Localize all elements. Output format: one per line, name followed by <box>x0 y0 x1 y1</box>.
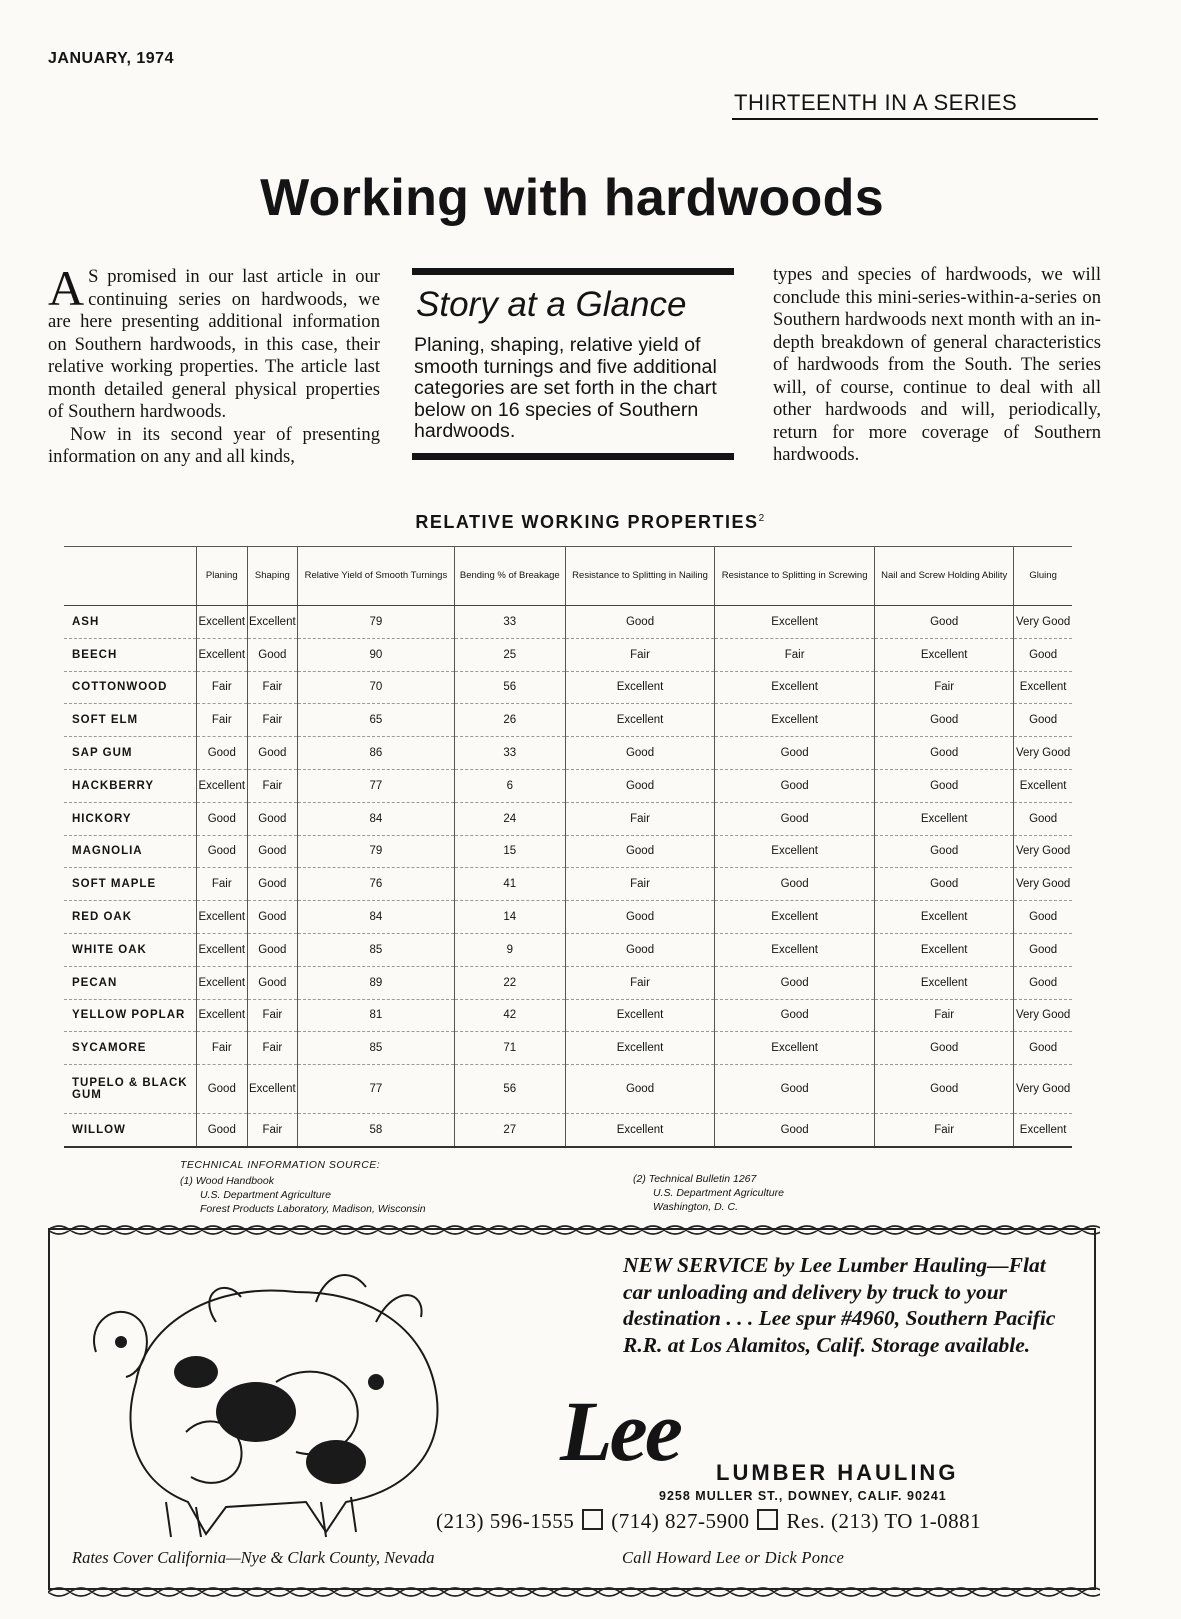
column-header: Nail and Screw Holding Ability <box>875 547 1014 606</box>
table-cell: Fair <box>875 1114 1014 1147</box>
glance-bottom-rule <box>412 453 734 460</box>
table-cell: 77 <box>298 1065 455 1114</box>
table-row <box>64 638 1072 671</box>
table-cell: Good <box>565 606 714 639</box>
table-cell: Good <box>715 737 875 770</box>
species-cell: RED OAK <box>64 901 197 934</box>
source-2: (2) Technical Bulletin 1267 U.S. Department Agriculture Washington, D. C. <box>633 1173 784 1213</box>
column-header: Planing <box>197 547 248 606</box>
table-cell: 90 <box>298 638 455 671</box>
table-cell: Fair <box>197 671 248 704</box>
table-cell: Good <box>247 868 298 901</box>
phone-numbers <box>436 1509 981 1534</box>
table-cell: Excellent <box>1014 769 1072 802</box>
series-label: THIRTEENTH IN A SERIES <box>732 90 1098 120</box>
table-cell: Fair <box>197 868 248 901</box>
table-cell: Good <box>247 933 298 966</box>
phone-1: (213) 596-1555 <box>436 1509 575 1533</box>
lee-address: 9258 MULLER ST., DOWNEY, CALIF. 90241 <box>659 1489 947 1503</box>
table-cell: Excellent <box>715 671 875 704</box>
table-cell: 85 <box>298 1032 455 1065</box>
species-cell: PECAN <box>64 966 197 999</box>
table-cell: 33 <box>454 737 565 770</box>
table-cell: Excellent <box>715 704 875 737</box>
table-cell: Good <box>565 933 714 966</box>
table-cell: Good <box>247 835 298 868</box>
table-row <box>64 1032 1072 1065</box>
species-cell: MAGNOLIA <box>64 835 197 868</box>
table-cell: Good <box>875 1065 1014 1114</box>
table-cell: Excellent <box>875 933 1014 966</box>
table-cell: Excellent <box>1014 1114 1072 1147</box>
species-cell: SAP GUM <box>64 737 197 770</box>
species-cell: COTTONWOOD <box>64 671 197 704</box>
table-cell: Excellent <box>715 1032 875 1065</box>
table-cell: Good <box>1014 802 1072 835</box>
table-cell: 81 <box>298 999 455 1032</box>
column-header: Resistance to Splitting in Screwing <box>715 547 875 606</box>
wildlife-illustration-icon <box>76 1262 452 1540</box>
table-cell: 33 <box>454 606 565 639</box>
table-cell: Good <box>715 999 875 1032</box>
table-cell: Excellent <box>565 999 714 1032</box>
table-cell: Fair <box>247 1032 298 1065</box>
table-cell: 6 <box>454 769 565 802</box>
table-cell: Fair <box>247 999 298 1032</box>
table-cell: Good <box>1014 933 1072 966</box>
species-cell: ASH <box>64 606 197 639</box>
table-cell: Good <box>875 1032 1014 1065</box>
table-cell: Very Good <box>1014 835 1072 868</box>
table-row <box>64 704 1072 737</box>
table-cell: Excellent <box>565 671 714 704</box>
table-cell: Good <box>1014 966 1072 999</box>
table-cell: Excellent <box>715 606 875 639</box>
table-cell: Good <box>875 769 1014 802</box>
species-cell: SYCAMORE <box>64 1032 197 1065</box>
table-cell: Fair <box>247 704 298 737</box>
table-cell: Good <box>197 1114 248 1147</box>
table-cell: Very Good <box>1014 868 1072 901</box>
table-row <box>64 835 1072 868</box>
table-header-row <box>64 547 1072 606</box>
species-cell: BEECH <box>64 638 197 671</box>
table-cell: Fair <box>197 704 248 737</box>
table-row <box>64 999 1072 1032</box>
table-cell: Very Good <box>1014 999 1072 1032</box>
source-1: (1) Wood Handbook U.S. Department Agriculture Forest Products Laboratory, Madison, Wisconsin <box>180 1175 426 1215</box>
table-cell: Good <box>715 966 875 999</box>
table-cell: Good <box>715 868 875 901</box>
article-paragraph-2: Now in its second year of presenting information on any and all kinds, <box>48 423 380 467</box>
table-cell: Very Good <box>1014 606 1072 639</box>
table-cell: 25 <box>454 638 565 671</box>
table-cell: Excellent <box>197 999 248 1032</box>
table-cell: 56 <box>454 671 565 704</box>
glance-title: Story at a Glance <box>416 285 687 324</box>
table-cell: Good <box>247 802 298 835</box>
story-at-a-glance-box <box>412 268 734 460</box>
ad-rates: Rates Cover California—Nye & Clark County, Nevada <box>72 1548 435 1567</box>
table-cell: Excellent <box>197 966 248 999</box>
working-properties-table <box>64 546 1072 1148</box>
table-row <box>64 933 1072 966</box>
species-cell: TUPELO & BLACK GUM <box>64 1065 197 1114</box>
table-row <box>64 966 1072 999</box>
table-row <box>64 1114 1072 1147</box>
table-cell: 86 <box>298 737 455 770</box>
column-header-species <box>64 547 197 606</box>
table-cell: Fair <box>565 868 714 901</box>
table-cell: Good <box>197 1065 248 1114</box>
table-cell: 79 <box>298 606 455 639</box>
table-cell: Excellent <box>565 1114 714 1147</box>
table-cell: Excellent <box>247 606 298 639</box>
ad-headline: NEW SERVICE by Lee Lumber Hauling—Flat car unloading and delivery by truck to your destination . . . Lee spur #4960, Southern Pacific R.R. at Los Alamitos, Calif. Storage available. <box>623 1253 1056 1357</box>
table-row <box>64 901 1072 934</box>
table-cell: Excellent <box>1014 671 1072 704</box>
drop-cap: A <box>48 260 85 316</box>
table-cell: Good <box>715 769 875 802</box>
table-cell: 85 <box>298 933 455 966</box>
table-heading: RELATIVE WORKING PROPERTIES$^2$ <box>415 512 766 532</box>
table-cell: Excellent <box>565 704 714 737</box>
table-row <box>64 606 1072 639</box>
table-cell: Good <box>875 606 1014 639</box>
table-heading-footnote: 2 <box>758 513 766 524</box>
table-cell: 65 <box>298 704 455 737</box>
table-cell: Fair <box>247 1114 298 1147</box>
table-cell: Fair <box>247 769 298 802</box>
table-cell: Good <box>875 868 1014 901</box>
table-cell: 26 <box>454 704 565 737</box>
table-row <box>64 671 1072 704</box>
table-cell: Good <box>197 737 248 770</box>
table-cell: 79 <box>298 835 455 868</box>
species-cell: HICKORY <box>64 802 197 835</box>
table-cell: Good <box>247 901 298 934</box>
species-cell: HACKBERRY <box>64 769 197 802</box>
table-cell: Excellent <box>875 901 1014 934</box>
table-cell: Good <box>565 737 714 770</box>
table-cell: Excellent <box>715 933 875 966</box>
table-cell: Good <box>1014 638 1072 671</box>
table-cell: Good <box>247 966 298 999</box>
article-paragraph-1: S promised in our last article in our continuing series on hardwoods, we are here presenting additional information on Southern hardwoods, in this case, their relative working properties. The article last month detailed general physical properties of Southern hardwoods. <box>48 266 380 422</box>
table-cell: Good <box>715 802 875 835</box>
source-title: TECHNICAL INFORMATION SOURCE: <box>180 1159 381 1171</box>
ad-call: Call Howard Lee or Dick Ponce <box>622 1548 845 1567</box>
table-cell: 22 <box>454 966 565 999</box>
table-row <box>64 802 1072 835</box>
table-cell: 77 <box>298 769 455 802</box>
table-cell: Good <box>197 802 248 835</box>
dateline: JANUARY, 1974 <box>48 50 174 67</box>
table-cell: Excellent <box>875 802 1014 835</box>
page-title: Working with hardwoods <box>260 169 884 227</box>
table-cell: Fair <box>565 802 714 835</box>
article-paragraph-3: types and species of hardwoods, we will conclude this mini-series-within-a-series on Southern hardwoods next month with an in-depth breakdown of general characteristics of hardwoods from the South. The series will, of course, continue to deal with all other hardwoods and will, periodically, return for more coverage of Southern hardwoods. <box>773 264 1101 465</box>
table-cell: Fair <box>715 638 875 671</box>
table-cell: Excellent <box>197 933 248 966</box>
table-cell: 84 <box>298 802 455 835</box>
table-cell: Fair <box>565 966 714 999</box>
glance-top-rule <box>412 268 734 275</box>
table-cell: Good <box>1014 1032 1072 1065</box>
table-cell: Good <box>875 704 1014 737</box>
table-cell: 89 <box>298 966 455 999</box>
table-cell: Good <box>247 737 298 770</box>
table-cell: Good <box>565 901 714 934</box>
table-row <box>64 737 1072 770</box>
table-cell: Good <box>565 835 714 868</box>
table-cell: Good <box>875 835 1014 868</box>
lee-logo: Lee <box>560 1383 680 1479</box>
species-cell: WHITE OAK <box>64 933 197 966</box>
table-cell: 41 <box>454 868 565 901</box>
table-cell: Excellent <box>247 1065 298 1114</box>
table-cell: Very Good <box>1014 1065 1072 1114</box>
table-cell: Good <box>715 1114 875 1147</box>
phone-3: Res. (213) TO 1-0881 <box>786 1509 982 1533</box>
table-cell: Excellent <box>197 901 248 934</box>
separator-box-icon <box>757 1509 778 1530</box>
table-cell: 14 <box>454 901 565 934</box>
table-cell: 15 <box>454 835 565 868</box>
phone-2: (714) 827-5900 <box>611 1509 750 1533</box>
species-cell: YELLOW POPLAR <box>64 999 197 1032</box>
table-row <box>64 1065 1072 1114</box>
table-cell: Fair <box>875 999 1014 1032</box>
species-cell: WILLOW <box>64 1114 197 1147</box>
table-cell: Good <box>715 1065 875 1114</box>
table-cell: Excellent <box>715 901 875 934</box>
table-cell: Good <box>1014 901 1072 934</box>
table-cell: 56 <box>454 1065 565 1114</box>
species-cell: SOFT ELM <box>64 704 197 737</box>
table-cell: Excellent <box>197 638 248 671</box>
table-cell: 76 <box>298 868 455 901</box>
table-cell: 84 <box>298 901 455 934</box>
table-cell: Good <box>247 638 298 671</box>
table-cell: Very Good <box>1014 737 1072 770</box>
table-cell: 27 <box>454 1114 565 1147</box>
column-header: Gluing <box>1014 547 1072 606</box>
column-header: Shaping <box>247 547 298 606</box>
separator-box-icon <box>582 1509 603 1530</box>
table-cell: Fair <box>247 671 298 704</box>
column-header: Resistance to Splitting in Nailing <box>565 547 714 606</box>
table-cell: 24 <box>454 802 565 835</box>
table-cell: 70 <box>298 671 455 704</box>
table-cell: 58 <box>298 1114 455 1147</box>
table-cell: Excellent <box>875 638 1014 671</box>
table-cell: Good <box>565 1065 714 1114</box>
table-cell: Excellent <box>715 835 875 868</box>
table-cell: 42 <box>454 999 565 1032</box>
table-row <box>64 769 1072 802</box>
table-cell: Excellent <box>875 966 1014 999</box>
table-row <box>64 868 1072 901</box>
lee-tagline: LUMBER HAULING <box>716 1460 959 1485</box>
table-cell: Fair <box>197 1032 248 1065</box>
table-cell: 9 <box>454 933 565 966</box>
table-cell: Fair <box>565 638 714 671</box>
column-header: Relative Yield of Smooth Turnings <box>298 547 455 606</box>
species-cell: SOFT MAPLE <box>64 868 197 901</box>
table-cell: Excellent <box>565 1032 714 1065</box>
table-cell: Good <box>1014 704 1072 737</box>
table-cell: Excellent <box>197 769 248 802</box>
table-cell: 71 <box>454 1032 565 1065</box>
glance-body: Planing, shaping, relative yield of smooth turnings and five additional categories are set forth in the chart below on 16 species of Southern hardwoods. <box>414 334 717 442</box>
table-cell: Excellent <box>197 606 248 639</box>
article-column-right <box>773 264 1101 467</box>
table-cell: Good <box>197 835 248 868</box>
column-header: Bending % of Breakage <box>454 547 565 606</box>
article-column-left <box>48 260 380 469</box>
table-cell: Good <box>875 737 1014 770</box>
table-cell: Fair <box>875 671 1014 704</box>
table-cell: Good <box>565 769 714 802</box>
